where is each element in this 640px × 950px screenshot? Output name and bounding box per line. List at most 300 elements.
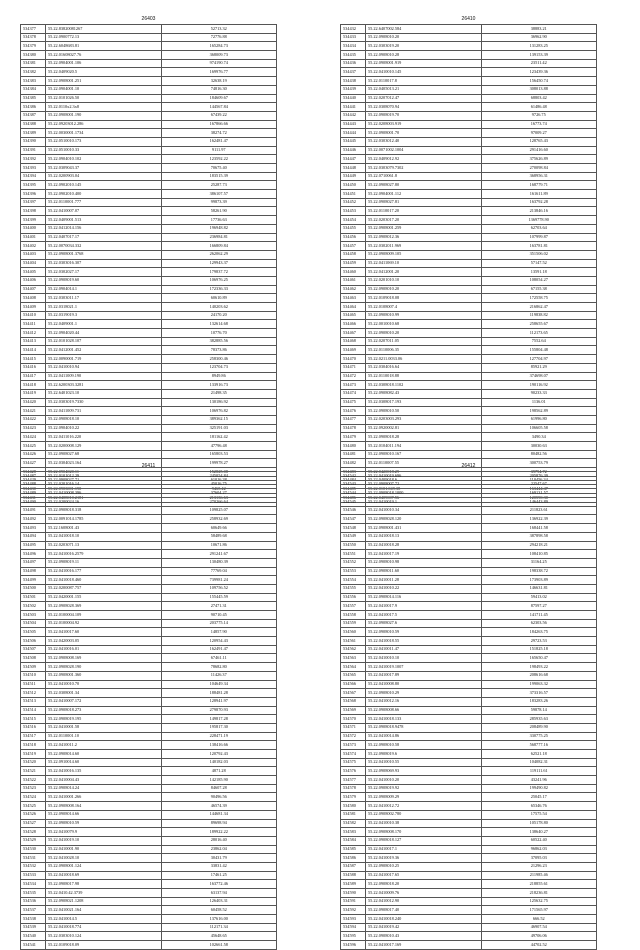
value-cell: 28016.40 [161, 836, 277, 845]
value-cell: 105178.80 [481, 819, 597, 828]
table-row [21, 59, 277, 68]
record-id-cell: 534381 [21, 59, 46, 68]
value-cell: 140203.62 [161, 303, 277, 312]
cadastral-number-cell: 55.22.0908018.1000 [366, 489, 482, 498]
record-id-cell: 534499 [21, 576, 46, 585]
table-row [21, 329, 277, 338]
cadastral-number-cell: 55.22.0908017.98 [46, 880, 162, 889]
value-cell: 163444.47 [481, 485, 597, 494]
record-id-cell: 534552 [341, 558, 366, 567]
cadastral-number-cell: 55.22.0409018.6 [366, 476, 482, 485]
record-id-cell: 534425 [21, 442, 46, 451]
table-row [21, 480, 277, 489]
table-row [21, 33, 277, 42]
cadastral-number-cell: 55.22.0110017.20 [366, 207, 482, 216]
cadastral-number-cell: 55.22.0904010.22 [46, 424, 162, 433]
value-cell: 106976.82 [161, 407, 277, 416]
cadastral-number-cell: 55.22.0908018.10 [46, 415, 162, 424]
record-id-cell: 534460 [341, 268, 366, 277]
table-row [21, 164, 277, 173]
cadastral-number-cell: 55.22.0908010.58 [366, 741, 482, 750]
cadastral-number-cell: 55.22.0201016.14 [46, 480, 162, 489]
record-id-cell: 534464 [341, 303, 366, 312]
cadastral-number-cell: 55.22.0908008.169 [46, 654, 162, 663]
cadastral-number-cell: 55.22.0908019.195 [46, 715, 162, 724]
cadastral-number-cell: 55.22.0908001.124 [46, 862, 162, 871]
value-cell: 216862.47 [481, 303, 597, 312]
value-cell: 374698.07 [481, 372, 597, 381]
cadastral-number-cell: 55.22.0410007.172 [46, 697, 162, 706]
table-row [341, 715, 597, 724]
value-cell: 59878.14 [481, 706, 597, 715]
record-id-cell: 534447 [341, 155, 366, 164]
table-row [21, 906, 277, 915]
record-id-cell: 534455 [341, 224, 366, 233]
record-id-cell: 534572 [341, 732, 366, 741]
value-cell: 104649.34 [161, 680, 277, 689]
value-cell: 46574.39 [161, 802, 277, 811]
table-row [341, 845, 597, 854]
record-id-cell: 534454 [341, 216, 366, 225]
value-cell: 89698.94 [161, 819, 277, 828]
record-id-cell: 534539 [21, 923, 46, 932]
cadastral-number-cell: 55.22.0908001.919 [366, 59, 482, 68]
cadastral-number-cell: 55.22.0410018.460 [46, 576, 162, 585]
value-cell: 65346.76 [481, 802, 597, 811]
value-cell: 128765.43 [481, 137, 597, 146]
value-cell: 109825.07 [161, 506, 277, 515]
table-row [341, 663, 597, 672]
table-row [21, 111, 277, 120]
cadastral-number-cell: 55.22.0908028.120 [366, 515, 482, 524]
table-row [341, 558, 597, 567]
cadastral-number-cell: 55.22.0903001.190 [46, 485, 162, 494]
cadastral-number-cell: 55.22.0410016.177 [46, 567, 162, 576]
record-id-cell: 534537 [21, 906, 46, 915]
value-cell: 17461.25 [161, 871, 277, 880]
value-cell: 129943.37 [161, 259, 277, 268]
value-cell: 39794.72 [481, 468, 597, 477]
value-cell: 106976.25 [161, 276, 277, 285]
cadastral-number-cell: 55.22.0710061.8 [366, 172, 482, 181]
cadastral-number-cell: 55.22.0410017.5 [366, 611, 482, 620]
record-id-cell: 534394 [21, 172, 46, 181]
value-cell: 205876.39 [481, 472, 597, 481]
cadastral-number-cell: 55.22.0908027.81 [366, 198, 482, 207]
value-cell: 285935.63 [481, 715, 597, 724]
record-id-cell: 534417 [21, 372, 46, 381]
record-id-cell: 534509 [21, 663, 46, 672]
table-row [21, 923, 277, 932]
table-row [341, 567, 597, 576]
record-id-cell: 534541 [21, 941, 46, 950]
cadastral-number-cell: 55.22.0908018.9478 [366, 723, 482, 732]
table-row [341, 506, 597, 515]
value-cell: 32638.19 [161, 77, 277, 86]
table-row [341, 372, 597, 381]
cadastral-number-cell: 55.22.0908014.60 [46, 750, 162, 759]
record-id-cell: 534556 [341, 593, 366, 602]
cadastral-number-cell: 55.22.0908018.318 [46, 506, 162, 515]
value-cell: 136922.39 [481, 515, 597, 524]
sheet-title: 26411 [141, 463, 156, 469]
record-id-cell: 534471 [341, 363, 366, 372]
table-row [21, 784, 277, 793]
table-row [341, 472, 597, 481]
table-row [21, 750, 277, 759]
table-row [21, 472, 277, 481]
cadastral-number-cell: 55.22.0110006.35 [366, 346, 482, 355]
record-id-cell: 534550 [341, 541, 366, 550]
record-id-cell: 534435 [341, 51, 366, 60]
value-cell: 218236.81 [481, 889, 597, 898]
table-row [21, 407, 277, 416]
table-row [341, 450, 597, 459]
table-row [21, 381, 277, 390]
table-row [341, 389, 597, 398]
cadastral-number-cell: 55.22.0510010.173 [46, 137, 162, 146]
record-id-cell: 534548 [341, 524, 366, 533]
table-row [21, 42, 277, 51]
cadastral-number-cell: 55.22.0090001.719 [46, 355, 162, 364]
value-cell: 30431.79 [161, 854, 277, 863]
value-cell: 49706.06 [481, 932, 597, 941]
record-id-cell: 534462 [341, 285, 366, 294]
record-id-cell: 534421 [21, 407, 46, 416]
value-cell: 97009.27 [481, 129, 597, 138]
cadastral-number-cell: 55.22.0410017.60 [46, 628, 162, 637]
value-cell: 165650.47 [481, 654, 597, 663]
cadastral-number-cell: 55.22.09203012.286 [46, 120, 162, 129]
record-id-cell: 534589 [341, 880, 366, 889]
table-row [21, 628, 277, 637]
record-id-cell: 534511 [21, 680, 46, 689]
record-id-cell: 534492 [21, 515, 46, 524]
cadastral-number-cell: 55.22.0908019.60 [46, 276, 162, 285]
table-row [21, 941, 277, 950]
table-row [21, 515, 277, 524]
value-cell: 666.52 [481, 915, 597, 924]
cadastral-number-cell: 55.22.0908001.190 [46, 111, 162, 120]
table-row [21, 593, 277, 602]
value-cell: 1136.01 [481, 398, 597, 407]
value-cell: 351506.02 [481, 250, 597, 259]
cadastral-number-cell: 55.22.0410.42.3739 [46, 889, 162, 898]
value-cell: 213136.63 [161, 494, 277, 503]
record-id-cell: 534524 [21, 793, 46, 802]
record-id-cell: 534420 [21, 398, 46, 407]
cadastral-number-cell: 55.22.0308001.34 [46, 689, 162, 698]
table-row [341, 42, 597, 51]
record-id-cell: 534416 [21, 363, 46, 372]
cadastral-number-cell: 55.22.0908009.29 [366, 793, 482, 802]
cadastral-number-cell: 55.22.0208003.919 [366, 120, 482, 129]
cadastral-number-cell: 55.22.6048683.81 [46, 42, 162, 51]
cadastral-number-cell: 55.22.0908082.43 [366, 389, 482, 398]
table-row [21, 880, 277, 889]
value-cell: 155804.48 [481, 346, 597, 355]
record-id-cell: 534439 [341, 85, 366, 94]
value-cell: 96862.03 [481, 845, 597, 854]
value-cell: 38883.21 [481, 25, 597, 34]
table-row [341, 216, 597, 225]
value-cell: 228471.19 [161, 732, 277, 741]
value-cell: 382885.56 [161, 337, 277, 346]
value-cell: 190116.92 [481, 381, 597, 390]
value-cell: 9726.75 [481, 111, 597, 120]
record-id-cell: 534485 [341, 485, 366, 494]
table-row [21, 181, 277, 190]
cadastral-number-cell: 55.22.0410018.69 [46, 871, 162, 880]
record-id-cell: 534412 [21, 329, 46, 338]
table-row [21, 355, 277, 364]
record-id-cell: 534490 [21, 498, 46, 507]
cadastral-number-cell: 55.22.0410019.42 [366, 923, 482, 932]
record-id-cell: 534544 [341, 489, 366, 498]
cadastral-number-cell: 55.22.0908010.98 [366, 558, 482, 567]
record-id-cell: 534400 [21, 224, 46, 233]
record-id-cell: 534591 [341, 897, 366, 906]
record-id-cell: 534581 [341, 810, 366, 819]
table-row [341, 498, 597, 507]
table-row [21, 424, 277, 433]
table-row [21, 732, 277, 741]
sheet-bottom-left [20, 463, 277, 950]
record-id-cell: 534538 [21, 915, 46, 924]
cadastral-number-cell: 55.22.0409007.56 [366, 494, 482, 503]
value-cell: 141711.45 [481, 611, 597, 620]
record-id-cell: 534445 [341, 137, 366, 146]
cadastral-number-cell: 55.22.0410017.19 [366, 550, 482, 559]
cadastral-number-cell: 55.22.0410001.266 [46, 793, 162, 802]
record-id-cell: 534396 [21, 190, 46, 199]
cadastral-number-cell: 55.22.0100004.92 [46, 619, 162, 628]
table-row [21, 268, 277, 277]
record-id-cell: 534576 [341, 767, 366, 776]
table-row [341, 645, 597, 654]
record-id-cell: 534553 [341, 567, 366, 576]
value-cell: 172558.75 [481, 294, 597, 303]
cadastral-number-cell: 55.22.0908001.3768 [46, 250, 162, 259]
value-cell: 162481.47 [161, 137, 277, 146]
cadastral-number-cell: 55.22.0410010.10 [366, 654, 482, 663]
value-cell: 14857.90 [161, 628, 277, 637]
value-cell: 373316.57 [481, 689, 597, 698]
value-cell: 123704.73 [161, 363, 277, 372]
cadastral-number-cell: 55.22.0410017.169 [366, 941, 482, 950]
value-cell: 63137.94 [161, 889, 277, 898]
cadastral-number-cell: 55.22.0109018.09 [46, 941, 162, 950]
record-id-cell: 534595 [341, 932, 366, 941]
record-id-cell: 534433 [341, 33, 366, 42]
record-id-cell: 534566 [341, 680, 366, 689]
cadastral-number-cell: 55.22.0410016.135 [46, 767, 162, 776]
record-id-cell: 534547 [341, 515, 366, 524]
cadastral-number-cell: 55.22.0908010.59 [366, 628, 482, 637]
record-id-cell: 534434 [341, 42, 366, 51]
table-row [21, 932, 277, 941]
table-row [21, 845, 277, 854]
cadastral-number-cell: 55.22.0030001.1734 [46, 129, 162, 138]
record-id-cell: 534424 [21, 433, 46, 442]
cadastral-number-cell: 55.22.0101.049.38 [366, 485, 482, 494]
table-row [21, 524, 277, 533]
table-row [341, 741, 597, 750]
record-id-cell: 534542 [341, 472, 366, 481]
record-id-cell: 534567 [341, 689, 366, 698]
table-row [341, 407, 597, 416]
record-id-cell: 534568 [341, 697, 366, 706]
cadastral-number-cell: 55.22.0908027.68 [46, 450, 162, 459]
table-row [21, 77, 277, 86]
cadastral-number-cell: 55.22.0510010.33 [46, 146, 162, 155]
record-id-cell: 534449 [341, 172, 366, 181]
cadastral-number-cell: 55.22.6407002.584 [366, 25, 482, 34]
cadastral-number-cell: 55.22.0410010.20 [366, 776, 482, 785]
record-id-cell: 534415 [21, 355, 46, 364]
record-id-cell: 534382 [21, 68, 46, 77]
cadastral-number-cell: 55.22.0420003.05 [46, 637, 162, 646]
value-cell: 70675.40 [161, 164, 277, 173]
cadastral-number-cell: 55.22.0908002.780 [366, 810, 482, 819]
table-row [21, 320, 277, 329]
cadastral-number-cell: 55.22.0303079.7302 [366, 164, 482, 173]
cadastral-number-cell: 55.22.0908010.20 [366, 285, 482, 294]
record-id-cell: 534404 [21, 259, 46, 268]
table-row [21, 741, 277, 750]
table-row [341, 259, 597, 268]
value-cell: 67439.22 [161, 111, 277, 120]
cadastral-number-cell: 55.22.0410017.65 [366, 871, 482, 880]
table-row [341, 793, 597, 802]
table-row [341, 880, 597, 889]
cadastral-number-cell: 55.22.0904014.1 [46, 285, 162, 294]
value-cell: 386107.57 [161, 190, 277, 199]
value-cell: 188481.28 [161, 689, 277, 698]
record-id-cell: 534383 [21, 77, 46, 86]
record-id-cell: 534527 [21, 819, 46, 828]
table-row [341, 915, 597, 924]
record-id-cell: 534378 [21, 33, 46, 42]
value-cell: 166809.84 [161, 242, 277, 251]
cadastral-number-cell: 55.22.0908009.105 [366, 250, 482, 259]
table-row [341, 198, 597, 207]
table-row [21, 862, 277, 871]
table-row [341, 541, 597, 550]
record-id-cell: 534405 [21, 268, 46, 277]
table-row [21, 250, 277, 259]
value-cell: 183283.26 [481, 697, 597, 706]
value-cell: 59413.02 [481, 593, 597, 602]
cadastral-number-cell: 55.22.0410012.16 [366, 697, 482, 706]
cadastral-number-cell: 55.22.0412001.452 [46, 346, 162, 355]
cadastral-number-cell: 55.22.0410010.55 [366, 758, 482, 767]
value-cell: 99873.39 [161, 198, 277, 207]
value-cell: 80482.56 [481, 450, 597, 459]
record-id-cell: 534458 [341, 250, 366, 259]
record-id-cell: 534534 [21, 880, 46, 889]
record-id-cell: 534384 [21, 85, 46, 94]
table-row [21, 155, 277, 164]
table-row [341, 941, 597, 950]
record-id-cell: 534477 [341, 415, 366, 424]
table-row [341, 250, 597, 259]
record-id-cell: 534398 [21, 207, 46, 216]
sheet-title: 26403 [141, 16, 156, 22]
cadastral-number-cell: 55.22.0308018.1102 [366, 381, 482, 390]
value-cell: 258300.46 [161, 355, 277, 364]
cadastral-number-cell: 55.22.0304016.64 [366, 363, 482, 372]
cadastral-number-cell: 55.22.0100004.109 [46, 611, 162, 620]
value-cell: 279870.93 [161, 706, 277, 715]
value-cell: 308013.88 [481, 85, 597, 94]
table-row [341, 415, 597, 424]
record-id-cell: 534391 [21, 146, 46, 155]
data-table [20, 471, 277, 950]
value-cell: 173903.89 [481, 576, 597, 585]
record-id-cell: 534483 [341, 468, 366, 477]
value-cell: 138640.27 [481, 828, 597, 837]
cadastral-number-cell: 55.22.01608027.76 [46, 51, 162, 60]
value-cell: 77769.04 [161, 567, 277, 576]
value-cell: 198562.89 [481, 407, 597, 416]
value-cell: 107999.87 [481, 233, 597, 242]
value-cell: 198493.22 [481, 663, 597, 672]
record-id-cell: 534584 [341, 836, 366, 845]
table-row [341, 602, 597, 611]
cadastral-number-cell: 55.22.0908018.28 [366, 433, 482, 442]
value-cell: 62303.56 [481, 619, 597, 628]
value-cell: 87597.27 [481, 602, 597, 611]
table-row [21, 311, 277, 320]
cadastral-number-cell: 55.22.0203071.13 [46, 541, 162, 550]
record-id-cell: 534514 [21, 706, 46, 715]
value-cell: 169131.57 [481, 489, 597, 498]
value-cell: 44702.52 [481, 941, 597, 950]
cadastral-number-cell: 55.22.0410014.86 [366, 732, 482, 741]
value-cell: 9111.97 [161, 146, 277, 155]
cadastral-number-cell: 55.22.0405013.21 [366, 85, 482, 94]
table-row [21, 663, 277, 672]
table-row [21, 372, 277, 381]
value-cell: 294218.21 [481, 541, 597, 550]
table-row [341, 155, 597, 164]
value-cell: 171565.97 [481, 906, 597, 915]
cadastral-number-cell: 55.22.0908010.25 [366, 862, 482, 871]
table-row [21, 915, 277, 924]
table-row [341, 33, 597, 42]
value-cell: 184263.75 [481, 628, 597, 637]
sheet-top-right [340, 16, 597, 503]
cadastral-number-cell: 55.22.0920002.81 [366, 424, 482, 433]
table-row [21, 137, 277, 146]
cadastral-number-cell: 55.22.0203003.293 [366, 415, 482, 424]
table-row [341, 294, 597, 303]
value-cell: 291241.67 [161, 550, 277, 559]
table-row [341, 51, 597, 60]
cadastral-number-cell: 55.22.0302011.969 [366, 242, 482, 251]
record-id-cell: 534407 [21, 285, 46, 294]
record-id-cell: 534531 [21, 854, 46, 863]
table-row [341, 802, 597, 811]
table-row [21, 810, 277, 819]
record-id-cell: 534463 [341, 294, 366, 303]
table-row [21, 871, 277, 880]
value-cell: 23511.42 [481, 59, 597, 68]
table-row [21, 611, 277, 620]
table-row [21, 541, 277, 550]
record-id-cell: 534500 [21, 584, 46, 593]
